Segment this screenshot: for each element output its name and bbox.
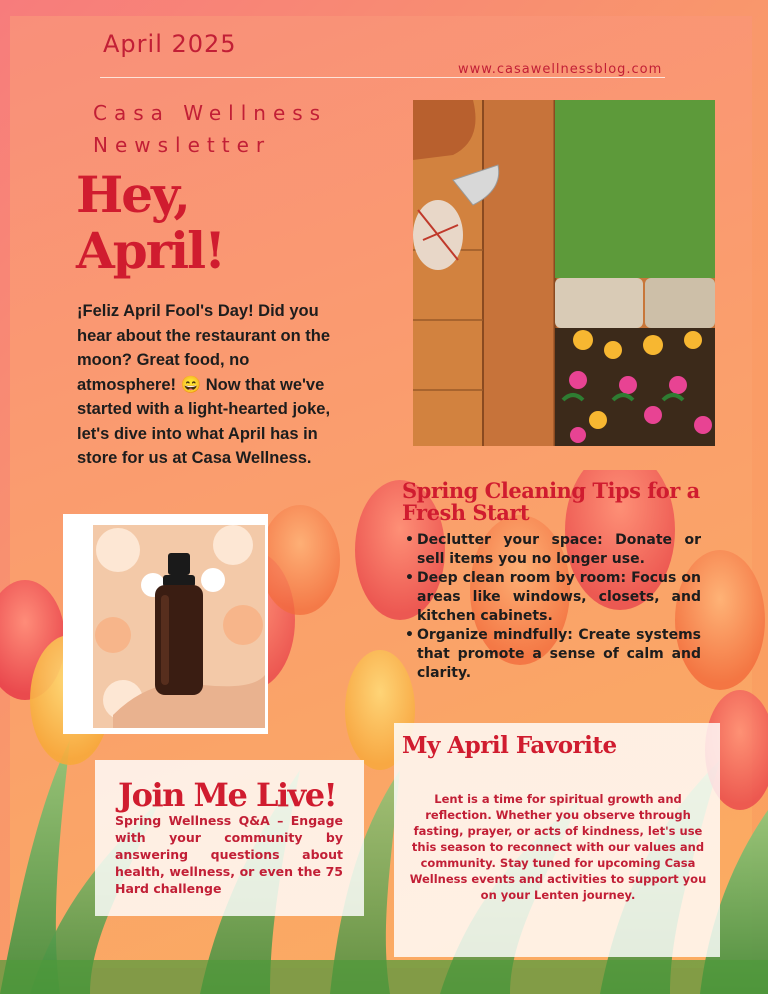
live-event-description: Spring Wellness Q&A – Engage with your community by answering questions about health, wellness, or even the 75 Hard challenge: [115, 813, 343, 896]
hero-title-line2: April!: [76, 221, 225, 280]
tips-list: [405, 531, 701, 683]
hero-title: [76, 167, 296, 279]
live-event-title: Join Me Live!: [118, 776, 337, 814]
tip-item-2: • Deep clean room by room: Focus on areas like windows, closets, and kitchen cabinets.: [405, 569, 701, 626]
intro-paragraph: ¡Feliz April Fool's Day! Did you hear about the restaurant on the moon? Great food, no atmosphere! 😄 Now that we've started with a light-hearted joke, let's dive into what April has in store for us at Casa Wellness.: [77, 302, 331, 467]
website-url[interactable]: www.casawellnessblog.com: [458, 62, 663, 77]
garden-photo: [413, 100, 715, 446]
newsletter-brand: Casa Wellness Newsletter: [93, 101, 328, 157]
favorite-description: Lent is a time for spiritual growth and reflection. Whether you observe through fasting, prayer, or acts of kindness, let's use this season to reconnect with our values and community. Stay tuned for upcoming Casa Wellness events and activities to support you on your Lenten journey.: [409, 792, 707, 902]
spray-bottle-photo: [93, 525, 265, 728]
favorite-title: My April Favorite: [402, 732, 617, 759]
tip-item-3: • Organize mindfully: Create systems that promote a sense of calm and clarity.: [405, 626, 701, 683]
tip-item-1: • Declutter your space: Donate or sell items you no longer use.: [405, 531, 701, 569]
hero-title-line1: Hey,: [76, 165, 189, 224]
issue-date: April 2025: [103, 30, 237, 58]
header-divider: [100, 77, 665, 78]
tips-heading: Spring Cleaning Tips for a Fresh Start: [402, 478, 700, 525]
